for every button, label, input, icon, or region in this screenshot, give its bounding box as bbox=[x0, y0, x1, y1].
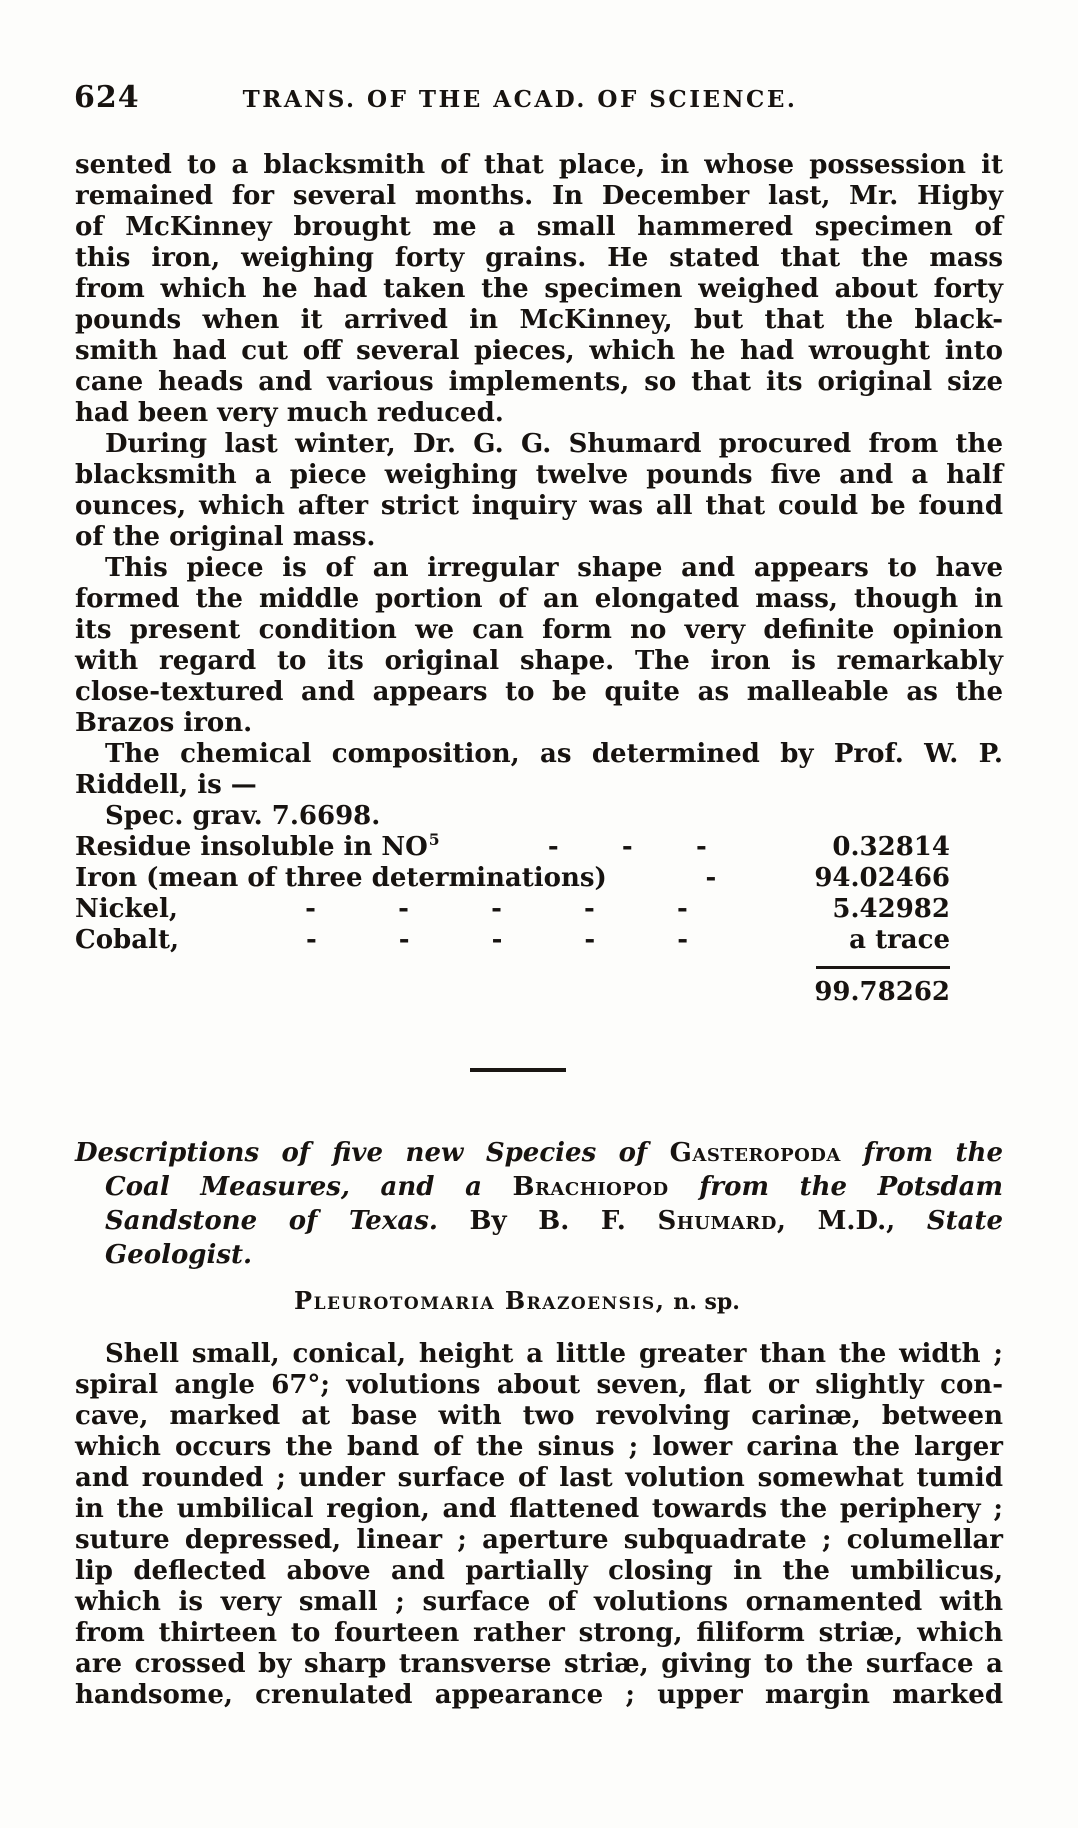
table-row bbox=[75, 925, 1003, 956]
text-line: spiral angle 67°; volutions about seven, flat or slightly con- bbox=[75, 1370, 1003, 1400]
composition-rows bbox=[75, 832, 1003, 956]
text-line: of the original mass. bbox=[75, 522, 376, 552]
row-value: 0.32814 bbox=[832, 832, 950, 862]
text-line: in the umbilical region, and flattened towards the periphery ; bbox=[75, 1494, 1003, 1524]
dash-leaders bbox=[607, 863, 800, 894]
title-segment: Sandstone of Texas. bbox=[105, 1206, 438, 1236]
meteorite-account-text bbox=[75, 150, 1003, 832]
leader-dash: - bbox=[621, 832, 633, 862]
text-line: blacksmith a piece weighing twelve pounds five and a half bbox=[75, 460, 1003, 490]
text-line: close-textured and appears to be quite as malleable as the bbox=[75, 677, 1003, 707]
composition-table bbox=[75, 832, 1003, 1008]
title-segment: State bbox=[926, 1206, 1003, 1236]
row-value: a trace bbox=[849, 925, 950, 955]
paragraph bbox=[75, 801, 1003, 832]
text-line: ounces, which after strict inquiry was all that could be found bbox=[75, 491, 1003, 521]
text-line: of McKinney brought me a small hammered specimen of bbox=[75, 212, 1003, 242]
title-line bbox=[105, 1204, 1003, 1238]
text-line: suture depressed, linear ; aperture subquadrate ; columellar bbox=[75, 1525, 1003, 1555]
text-line: this iron, weighing forty grains. He stated that the mass bbox=[75, 243, 1003, 273]
row-label: Residue insoluble in $NO^5$ bbox=[75, 830, 440, 862]
text-line: which occurs the band of the sinus ; lower carina the larger bbox=[75, 1432, 1003, 1462]
title-line bbox=[105, 1170, 1003, 1204]
leader-dash: - bbox=[584, 894, 595, 924]
table-row bbox=[75, 832, 1003, 863]
text-line: remained for several months. In December last, Mr. Higby bbox=[75, 181, 1003, 211]
text-line: Shell small, conical, height a little greater than the width ; bbox=[105, 1339, 1003, 1369]
text-line: with regard to its original shape. The iron is remarkably bbox=[75, 646, 1003, 676]
leader-dash: - bbox=[547, 832, 559, 862]
paragraph bbox=[75, 150, 1003, 429]
sum-rule bbox=[816, 966, 950, 969]
row-label: Iron (mean of three determinations) bbox=[75, 863, 607, 893]
title-segment: Gasteropoda bbox=[669, 1138, 841, 1168]
table-row bbox=[75, 894, 1003, 925]
paragraph bbox=[75, 429, 1003, 553]
species-heading bbox=[53, 1286, 981, 1317]
leader-dash: - bbox=[491, 894, 502, 924]
dash-leaders bbox=[178, 894, 800, 925]
text-line: from which he had taken the specimen weighed about forty bbox=[75, 274, 1003, 304]
composition-total: 99.78262 bbox=[814, 977, 950, 1007]
text-line: from thirteen to fourteen rather strong, filiform striæ, which bbox=[75, 1618, 1003, 1648]
text-line: This piece is of an irregular shape and appears to have bbox=[105, 553, 1003, 583]
text-line: sented to a blacksmith of that place, in whose possession it bbox=[75, 150, 1003, 180]
leader-dash: - bbox=[491, 925, 503, 955]
text-line: handsome, crenulated appearance ; upper margin marked bbox=[75, 1680, 1003, 1710]
species-suffix: n. sp. bbox=[665, 1289, 740, 1315]
section-divider-rule bbox=[470, 1068, 566, 1072]
text-line: which is very small ; surface of volutions ornamented with bbox=[75, 1587, 1003, 1617]
title-line bbox=[105, 1238, 1003, 1272]
text-line: are crossed by sharp transverse striæ, giving to the surface a bbox=[75, 1649, 1003, 1679]
species-description bbox=[75, 1339, 1003, 1711]
row-label: Nickel, bbox=[75, 894, 178, 924]
text-line: During last winter, Dr. G. G. Shumard procured from the bbox=[105, 429, 1003, 459]
leader-dash: - bbox=[398, 925, 410, 955]
leader-dash: - bbox=[677, 925, 688, 955]
title-segment: Shumard bbox=[657, 1206, 777, 1236]
leader-dash: - bbox=[705, 863, 717, 893]
leader-dash: - bbox=[398, 894, 409, 924]
species-name: Pleurotomaria Brazoensis, bbox=[294, 1286, 666, 1315]
title-line bbox=[75, 1136, 1003, 1170]
title-segment: from the bbox=[840, 1138, 1004, 1168]
leader-dash: - bbox=[306, 925, 317, 955]
title-segment: Coal Measures, and a bbox=[105, 1172, 513, 1202]
text-line: and rounded ; under surface of last volution somewhat tumid bbox=[75, 1463, 1003, 1493]
page-number: 624 bbox=[74, 80, 140, 115]
row-label-superscript: 5 bbox=[428, 830, 440, 850]
paragraph bbox=[75, 1339, 1003, 1711]
running-title: TRANS. OF THE ACAD. OF SCIENCE. bbox=[242, 86, 798, 113]
title-segment: By B. F. bbox=[437, 1206, 658, 1236]
leader-dash: - bbox=[695, 832, 707, 862]
leader-dash: - bbox=[305, 894, 316, 924]
text-line: its present condition we can form no very definite opinion bbox=[75, 615, 1003, 645]
row-value: 5.42982 bbox=[832, 894, 950, 924]
text-line: smith had cut off several pieces, which he had wrought into bbox=[75, 336, 1003, 366]
row-value: 94.02466 bbox=[814, 863, 950, 893]
title-segment: Brachiopod bbox=[512, 1172, 669, 1202]
title-segment: from the Potsdam bbox=[668, 1172, 1003, 1202]
table-row bbox=[75, 863, 1003, 894]
text-line: lip deflected above and partially closing in the umbilicus, bbox=[75, 1556, 1003, 1586]
row-label: Cobalt, bbox=[75, 925, 179, 955]
text-line: formed the middle portion of an elongated mass, though in bbox=[75, 584, 1003, 614]
dash-leaders bbox=[179, 925, 800, 956]
text-line: cave, marked at base with two revolving carinæ, between bbox=[75, 1401, 1003, 1431]
text-line: The chemical composition, as determined by Prof. W. P. bbox=[105, 739, 1003, 769]
text-line: pounds when it arrived in McKinney, but that the black- bbox=[75, 305, 1003, 335]
paragraph bbox=[75, 739, 1003, 801]
text-line: Riddell, is — bbox=[75, 770, 257, 800]
text-line: Spec. grav. 7.6698. bbox=[105, 801, 381, 831]
leader-dash: - bbox=[677, 894, 688, 924]
dash-leaders bbox=[440, 832, 800, 863]
text-line: cane heads and various implements, so that its original size bbox=[75, 367, 1003, 397]
title-segment: Descriptions of five new Species of bbox=[75, 1138, 670, 1168]
text-column bbox=[75, 150, 1003, 1711]
text-line: had been very much reduced. bbox=[75, 398, 504, 428]
text-line: Brazos iron. bbox=[75, 708, 253, 738]
paragraph bbox=[75, 553, 1003, 739]
title-segment: , M.D., bbox=[776, 1206, 927, 1236]
title-segment: Geologist. bbox=[105, 1240, 253, 1270]
leader-dash: - bbox=[584, 925, 596, 955]
article-title bbox=[75, 1136, 1003, 1272]
